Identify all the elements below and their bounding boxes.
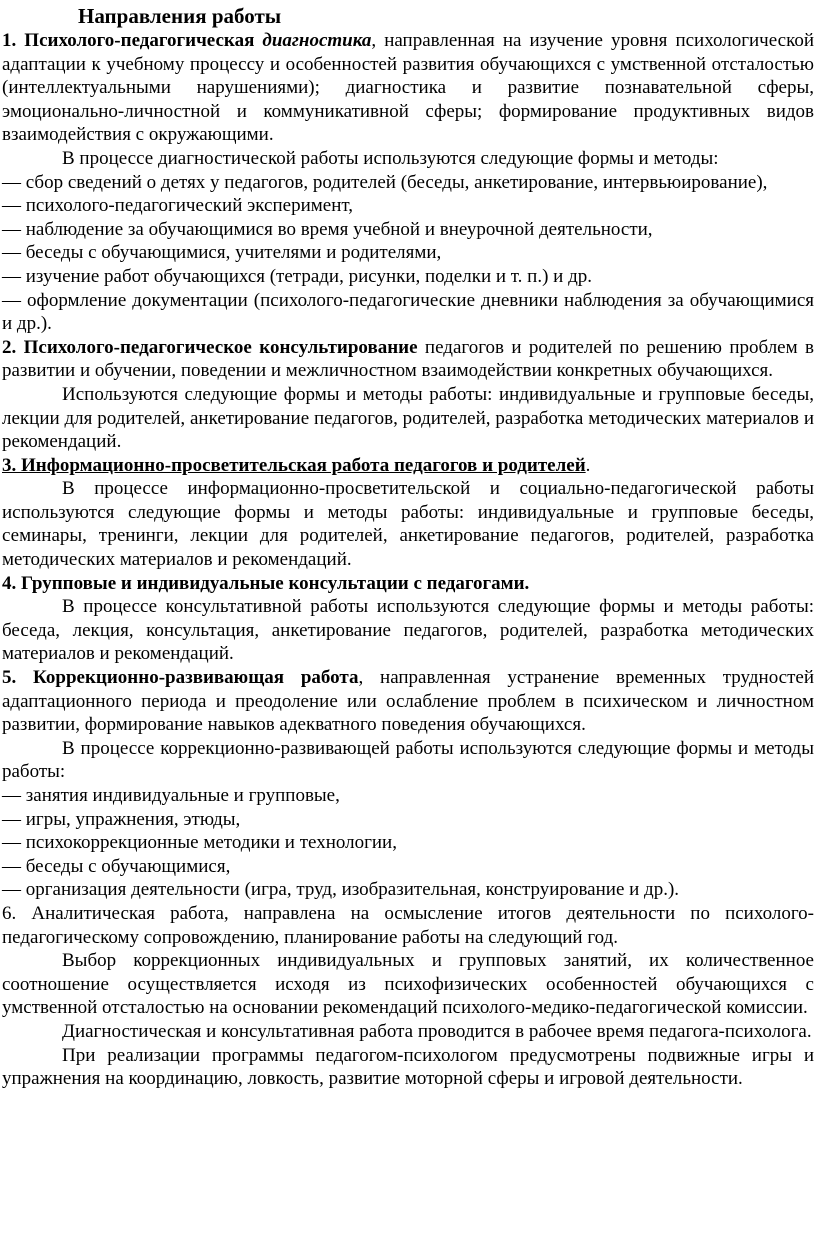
section-4-methods: В процессе консультативной работы используются следующие формы и методы работы: беседа, лекция, консультация, анкетирование педагогов, родителей, разработка методических материалов и рекомендаций. <box>2 596 814 665</box>
list-item: — организация деятельности (игра, труд, изобразительная, конструирование и др.). <box>2 879 680 901</box>
paragraph-selection: Выбор коррекционных индивидуальных и групповых занятий, их количественное соотношение осуществляется исходя из психофизических особенностей обучающихся с умственной отсталостью на основании рекомендаций психолого-медико-педагогической комиссии. <box>2 950 814 1019</box>
section-5-text: , направленная устранение временных трудностей адаптационного периода и преодоление или ослабление проблем в психическом и личностном развитии, формирование навыков адекватного поведения обучающихся. <box>2 667 814 736</box>
list-item: — изучение работ обучающихся (тетради, рисунки, поделки и т. п.) и др. <box>2 265 592 287</box>
list-item: — психолого-педагогический эксперимент, <box>2 195 353 217</box>
section-6-paragraph: 6. Аналитическая работа, направлена на осмысление итогов деятельности по психолого-педагогическому сопровождению, планирование работы на следующий год. <box>2 902 814 948</box>
list-item: — наблюдение за обучающимися во время учебной и внеурочной деятельности, <box>2 218 653 240</box>
section-5-intro: В процессе коррекционно-развивающей работы используются следующие формы и методы работы: <box>2 737 814 783</box>
section-1-heading: Психолого-педагогическая <box>24 30 255 51</box>
section-3-tail: . <box>585 454 591 476</box>
section-1-paragraph <box>2 29 814 147</box>
list-item: — игры, упражнения, этюды, <box>2 808 241 830</box>
section-3-methods: В процессе информационно-просветительской и социально-педагогической работы используются следующие формы и методы работы: индивидуальные и групповые беседы, семинары, тренинги, лекции для родителей, анкетирование педагогов, родителей, разработка методических материалов и рекомендаций. <box>2 478 814 571</box>
section-5-heading: 5. Коррекционно-развивающая работа <box>2 667 359 689</box>
list-item: — оформление документации (психолого-педагогические дневники наблюдения за обучающимися и др.). <box>2 289 814 335</box>
list-item: — занятия индивидуальные и групповые, <box>2 785 340 806</box>
section-5-paragraph <box>2 666 814 737</box>
section-1-intro: В процессе диагностической работы используются следующие формы и методы: <box>62 147 719 169</box>
section-2-text: педагогов и родителей по решению проблем в развитии и обучении, поведении и межличностном взаимодействии конкретных обучающихся. <box>2 336 814 382</box>
section-2-methods: Используются следующие формы и методы работы: индивидуальные и групповые беседы, лекции для родителей, анкетирование педагогов, родителей, разработка методических материалов и рекомендаций. <box>2 383 814 453</box>
paragraph-games: При реализации программы педагогом-психологом предусмотрены подвижные игры и упражнения на координацию, ловкость, развитие моторной сферы и игровой деятельности. <box>2 1044 814 1090</box>
section-1-number: 1. <box>2 30 17 51</box>
page-title: Направления работы <box>78 4 282 28</box>
section-1-heading-2: диагностика <box>262 30 372 51</box>
list-item: — беседы с обучающимися, учителями и родителями, <box>2 242 442 264</box>
list-item: — психокоррекционные методики и технологии, <box>2 832 397 854</box>
list-item: — беседы с обучающимися, <box>2 855 231 877</box>
section-3-paragraph <box>2 454 814 478</box>
section-1-text: , направленная на изучение уровня психологической адаптации к учебному процессу и особенностей развития обучающихся с умственной отсталостью (интеллектуальными нарушениями); диагностика и развитие познавательной сферы, эмоционально-личностной и коммуникативной сферы; формирование продуктивных видов взаимодействия с окружающими. <box>2 30 815 146</box>
section-2-paragraph <box>2 336 814 383</box>
list-item: — сбор сведений о детях у педагогов, родителей (беседы, анкетирование, интервьюирование), <box>2 171 768 193</box>
section-3-heading: 3. Информационно-просветительская работа педагогов и родителей <box>2 454 586 476</box>
paragraph-worktime: Диагностическая и консультативная работа проводится в рабочее время педагога-психолога. <box>62 1020 812 1042</box>
section-4-heading: 4. Групповые и индивидуальные консультации с педагогами. <box>2 572 530 594</box>
section-2-heading: 2. Психолого-педагогическое консультирование <box>2 336 418 358</box>
